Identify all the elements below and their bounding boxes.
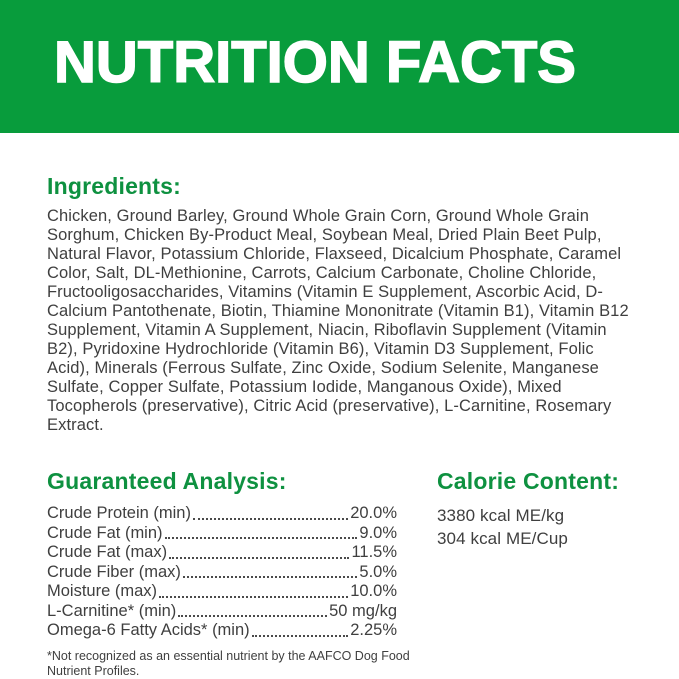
analysis-table xyxy=(47,504,397,641)
dotted-leader xyxy=(159,596,348,598)
calorie-content-heading: Calorie Content: xyxy=(437,468,620,494)
table-row xyxy=(47,524,397,544)
table-row xyxy=(47,602,397,622)
nutrient-value: 9.0% xyxy=(359,523,397,542)
nutrient-label: Moisture (max) xyxy=(47,582,158,600)
nutrient-label: Crude Protein (min) xyxy=(47,504,191,522)
nutrient-label: Crude Fat (min) xyxy=(47,523,163,542)
dotted-leader xyxy=(193,518,348,520)
nutrition-facts-title: NUTRITION FACTS xyxy=(54,30,576,95)
calorie-line-kg: 3380 kcal ME/kg xyxy=(437,506,565,525)
nutrient-value: 5.0% xyxy=(359,562,397,581)
table-row xyxy=(47,543,397,563)
guaranteed-analysis-heading: Guaranteed Analysis: xyxy=(47,468,287,494)
nutrient-label: Crude Fat (max) xyxy=(47,543,168,561)
table-row xyxy=(47,563,397,583)
ingredients-section xyxy=(47,173,639,435)
nutrient-label: Crude Fiber (max) xyxy=(47,562,181,581)
table-row xyxy=(47,582,397,602)
calorie-lines xyxy=(437,504,619,550)
nutrient-label: Omega-6 Fatty Acids* (min) xyxy=(47,621,250,639)
calorie-line-cup: 304 kcal ME/Cup xyxy=(437,529,568,548)
guaranteed-analysis-section xyxy=(47,468,410,679)
calorie-content-section xyxy=(437,468,619,550)
dotted-leader xyxy=(169,557,349,559)
analysis-calorie-columns xyxy=(47,468,639,679)
nutrient-label: L-Carnitine* (min) xyxy=(47,601,177,620)
dotted-leader xyxy=(178,615,327,617)
table-row xyxy=(47,504,397,524)
nutrient-value: 11.5% xyxy=(351,543,397,561)
nutrition-facts-banner xyxy=(0,0,679,133)
ingredients-text: Chicken, Ground Barley, Ground Whole Grain Corn, Ground Whole Grain Sorghum, Chicken By-Product Meal, Soybean Meal, Dried Plain Beet Pulp, Natural Flavor, Potassium Chloride, Flaxseed, Dicalcium Phosphate, Caramel Color, Salt, DL-Methionine, Carrots, Calcium Carbonate, Choline Chloride, Fructooligosaccharides, Vitamins (Vitamin E Supplement, Ascorbic Acid, D-Calcium Pantothenate, Biotin, Thiamine Mononitrate (Vitamin B1), Vitamin B12 Supplement, Vitamin A Supplement, Niacin, Riboflavin Supplement (Vitamin B2), Pyridoxine Hydrochloride (Vitamin B6), Vitamin D3 Supplement, Folic Acid), Minerals (Ferrous Sulfate, Zinc Oxide, Sodium Selenite, Manganese Sulfate, Copper Sulfate, Potassium Iodide, Manganous Oxide), Mixed Tocopherols (preservative), Citric Acid (preservative), L-Carnitine, Rosemary Extract. xyxy=(47,207,629,434)
nutrient-value: 10.0% xyxy=(350,582,397,600)
dotted-leader xyxy=(252,635,349,637)
ingredients-heading: Ingredients: xyxy=(47,173,182,199)
nutrient-value: 20.0% xyxy=(350,504,397,522)
table-row xyxy=(47,621,397,641)
nutrient-value: 50 mg/kg xyxy=(329,601,397,620)
dotted-leader xyxy=(165,537,358,539)
analysis-footnote: *Not recognized as an essential nutrient by the AAFCO Dog Food Nutrient Profiles. xyxy=(47,648,410,678)
label-content xyxy=(0,173,679,679)
nutrient-value: 2.25% xyxy=(350,621,397,639)
dotted-leader xyxy=(183,576,358,578)
